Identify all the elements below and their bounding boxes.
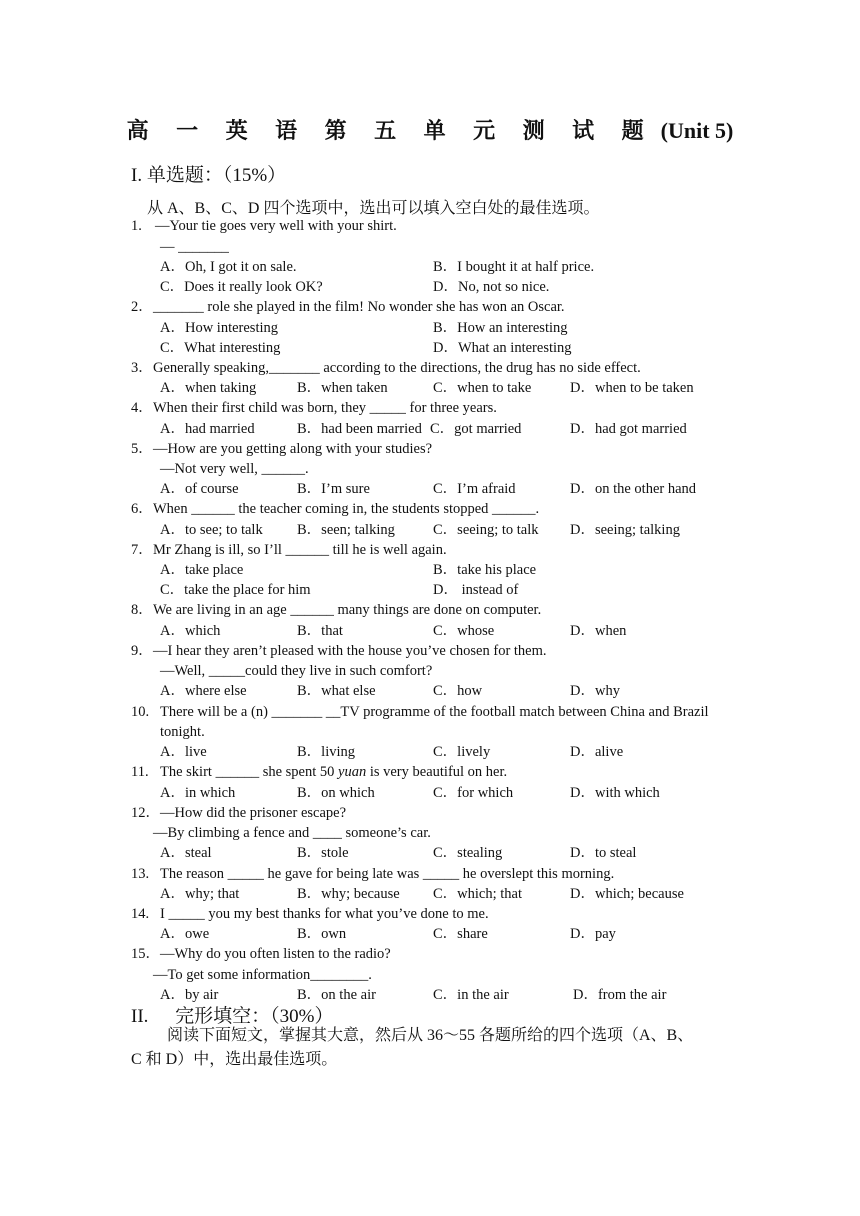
option-c: C．share <box>433 926 488 942</box>
question-stem: We are living in an age ______ many things are done on computer. <box>153 602 542 618</box>
stem-italic: yuan <box>338 764 367 780</box>
option-a: A．take place <box>160 562 244 578</box>
option-c: C．for which <box>433 785 514 801</box>
question-stem: _______ role she played in the film! No wonder she has won an Oscar. <box>153 299 565 315</box>
option-a: A．How interesting <box>160 320 278 336</box>
option-a: A．by air <box>160 987 219 1003</box>
page-title <box>0 114 860 145</box>
question-number: 3． <box>131 360 153 376</box>
question-stem: —How are you getting along with your studies? <box>153 441 433 457</box>
option-b: B．that <box>297 623 343 639</box>
option-a: A．which <box>160 623 221 639</box>
option-d: D．had got married <box>570 421 687 437</box>
question-number: 7． <box>131 542 153 558</box>
option-c: C．take the place for him <box>160 582 311 598</box>
question-stem: —I hear they aren’t pleased with the house you’ve chosen for them. <box>153 643 547 659</box>
option-d: D．pay <box>570 926 616 942</box>
question-stem: When their first child was born, they _____ for three years. <box>153 400 497 416</box>
option-b: B．I bought it at half price. <box>433 259 595 275</box>
option-a: A．steal <box>160 845 212 861</box>
option-d: D．why <box>570 683 620 699</box>
instruction-line-2: C 和 D）中，选出最佳选项。 <box>131 1051 338 1068</box>
option-a: A．live <box>160 744 207 760</box>
question-stem: The reason _____ he gave for being late was _____ he overslept this morning. <box>160 866 615 882</box>
option-b: B．How an interesting <box>433 320 568 336</box>
option-b: B．take his place <box>433 562 537 578</box>
option-b: B．had been married <box>297 421 422 437</box>
option-b: B．own <box>297 926 347 942</box>
question-number: 8． <box>131 602 153 618</box>
option-a: A．why; that <box>160 886 240 902</box>
question-stem-continued: tonight. <box>160 724 205 740</box>
option-b: B．on the air <box>297 987 376 1003</box>
question-stem: Generally speaking,_______ according to the directions, the drug has no side effect. <box>153 360 641 376</box>
option-b: B．I’m sure <box>297 481 370 497</box>
question-number: 14. <box>131 906 150 922</box>
option-c: C．seeing; to talk <box>433 522 539 538</box>
question-number: 4． <box>131 400 153 416</box>
question-number: 15． <box>131 946 160 962</box>
question-stem: —Your tie goes very well with your shirt. <box>155 218 397 234</box>
option-b: B．why; because <box>297 886 400 902</box>
section2-instructions <box>131 1024 736 1072</box>
question-reply: — _______ <box>160 239 229 255</box>
option-c: C．in the air <box>433 987 509 1003</box>
option-c: C．stealing <box>433 845 503 861</box>
option-d: D．alive <box>570 744 624 760</box>
option-d: D．What an interesting <box>433 340 572 356</box>
option-a: A．Oh, I got it on sale. <box>160 259 297 275</box>
option-d: D．with which <box>570 785 660 801</box>
option-d: D．No, not so nice. <box>433 279 550 295</box>
question-number: 11. <box>131 764 149 780</box>
question-stem: —How did the prisoner escape? <box>160 805 347 821</box>
option-a: A．to see; to talk <box>160 522 263 538</box>
question-reply: —Not very well, ______. <box>160 461 309 477</box>
option-b: B．living <box>297 744 356 760</box>
question-reply: —Well, _____could they live in such comfort? <box>160 663 433 679</box>
stem-part: is very beautiful on her. <box>366 764 508 780</box>
option-a: A．had married <box>160 421 255 437</box>
instruction-line-1: 阅读下面短文，掌握其大意，然后从 36～55 各题所给的四个选项（A、B、 <box>167 1027 694 1044</box>
question-number: 6． <box>131 501 153 517</box>
option-d: D．seeing; talking <box>570 522 680 538</box>
section1-heading: I. 单选题：（15%） <box>131 165 287 186</box>
question-reply: —To get some information________. <box>153 967 372 983</box>
option-c: C．What interesting <box>160 340 281 356</box>
option-d: D．when to be taken <box>570 380 694 396</box>
question-reply: —By climbing a fence and ____ someone’s car. <box>153 825 431 841</box>
option-a: A．of course <box>160 481 239 497</box>
option-c: C．I’m afraid <box>433 481 516 497</box>
question-stem: —Why do you often listen to the radio? <box>160 946 391 962</box>
option-c: C．how <box>433 683 483 699</box>
option-b: B．on which <box>297 785 375 801</box>
question-stem <box>160 763 507 781</box>
option-c: C．got married <box>430 421 522 437</box>
option-b: B．when taken <box>297 380 388 396</box>
option-a: A．when taking <box>160 380 257 396</box>
option-c: C．when to take <box>433 380 532 396</box>
question-stem: I _____ you my best thanks for what you’ve done to me. <box>160 906 489 922</box>
option-a: A．in which <box>160 785 236 801</box>
title-main: 高 一 英 语 第 五 单 元 测 试 题 <box>126 118 655 143</box>
question-stem: When ______ the teacher coming in, the students stopped ______. <box>153 501 540 517</box>
question-number: 10. <box>131 704 150 720</box>
option-c: C．Does it really look OK? <box>160 279 323 295</box>
option-d: D．on the other hand <box>570 481 697 497</box>
option-a: A．where else <box>160 683 247 699</box>
option-b: B．stole <box>297 845 349 861</box>
option-d: D． instead of <box>433 582 519 598</box>
option-d: D．when <box>570 623 627 639</box>
question-number: 5． <box>131 441 153 457</box>
stem-part: The skirt ______ she spent 50 <box>160 764 339 780</box>
question-stem: There will be a (n) _______ __TV programme of the football match between China and Brazil <box>160 704 709 720</box>
question-number: 13. <box>131 866 150 882</box>
option-a: A．owe <box>160 926 210 942</box>
option-c: C．which; that <box>433 886 523 902</box>
section2-heading-number: II. <box>131 1006 149 1027</box>
question-number: 1. <box>131 218 142 234</box>
option-d: D．to steal <box>570 845 637 861</box>
option-b: B．seen; talking <box>297 522 395 538</box>
title-unit: (Unit 5) <box>660 118 734 143</box>
question-stem: Mr Zhang is ill, so I’ll ______ till he is well again. <box>153 542 447 558</box>
section2-heading-text: 完形填空：（30%） <box>175 1006 334 1027</box>
option-d: D．from the air <box>573 987 667 1003</box>
option-b: B．what else <box>297 683 376 699</box>
question-number: 9． <box>131 643 153 659</box>
option-c: C．whose <box>433 623 495 639</box>
option-d: D．which; because <box>570 886 684 902</box>
question-number: 12． <box>131 805 160 821</box>
option-c: C．lively <box>433 744 491 760</box>
question-number: 2． <box>131 299 153 315</box>
section1-intro: 从 A、B、C、D 四个选项中，选出可以填入空白处的最佳选项。 <box>147 200 600 217</box>
